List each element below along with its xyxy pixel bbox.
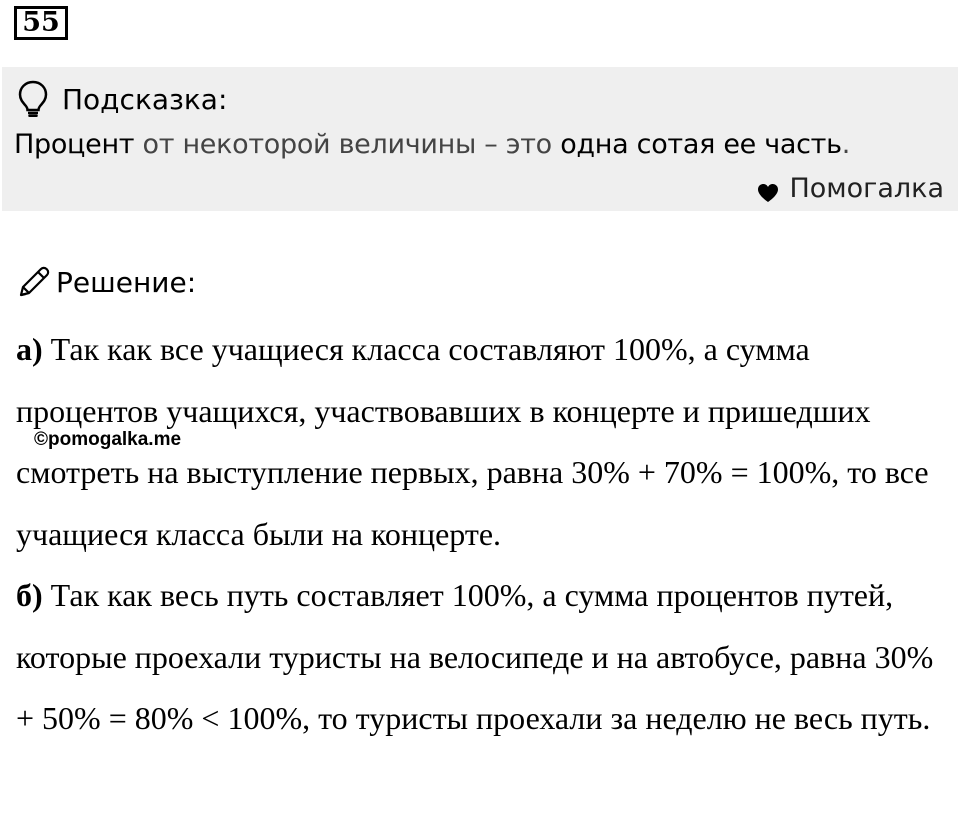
hint-term: Процент bbox=[14, 129, 135, 160]
hint-definition: одна сотая ее часть bbox=[560, 129, 842, 160]
lightbulb-icon bbox=[18, 80, 48, 118]
hint-end: . bbox=[841, 129, 851, 160]
part-b-text: Так как весь путь составляет 100%, а сумма процентов путей, которые проехали туристы на велосипеде и на автобусе, равна 30% + 50% = 80% < 100%, то туристы проехали за неделю не весь путь. bbox=[16, 577, 934, 736]
part-a-label: а) bbox=[16, 331, 43, 367]
solution-part-b bbox=[16, 565, 946, 750]
hint-middle: от некоторой величины – это bbox=[134, 129, 561, 160]
hint-title-text: Подсказка: bbox=[62, 82, 228, 116]
heart-icon bbox=[757, 179, 779, 199]
part-b-label: б) bbox=[16, 577, 43, 613]
hint-box bbox=[2, 67, 958, 211]
pencil-icon bbox=[16, 264, 52, 300]
task-number: 55 bbox=[14, 6, 68, 40]
hint-text bbox=[14, 129, 850, 160]
solution-title-text: Решение: bbox=[56, 265, 197, 299]
part-a-text: Так как все учащиеся класса составляют 100%, а сумма процентов учащихся, участвовавших в концерте и пришедших смотреть на выступление первых, равна 30% + 70% = 100%, то все учащиеся класса были на концерте. bbox=[16, 331, 929, 552]
brand-signature bbox=[757, 173, 944, 204]
brand-name: Помогалка bbox=[789, 173, 944, 204]
solution-body bbox=[16, 319, 946, 750]
hint-title bbox=[18, 79, 227, 119]
solution-title bbox=[16, 262, 196, 302]
watermark: ©pomogalka.me bbox=[34, 429, 182, 450]
